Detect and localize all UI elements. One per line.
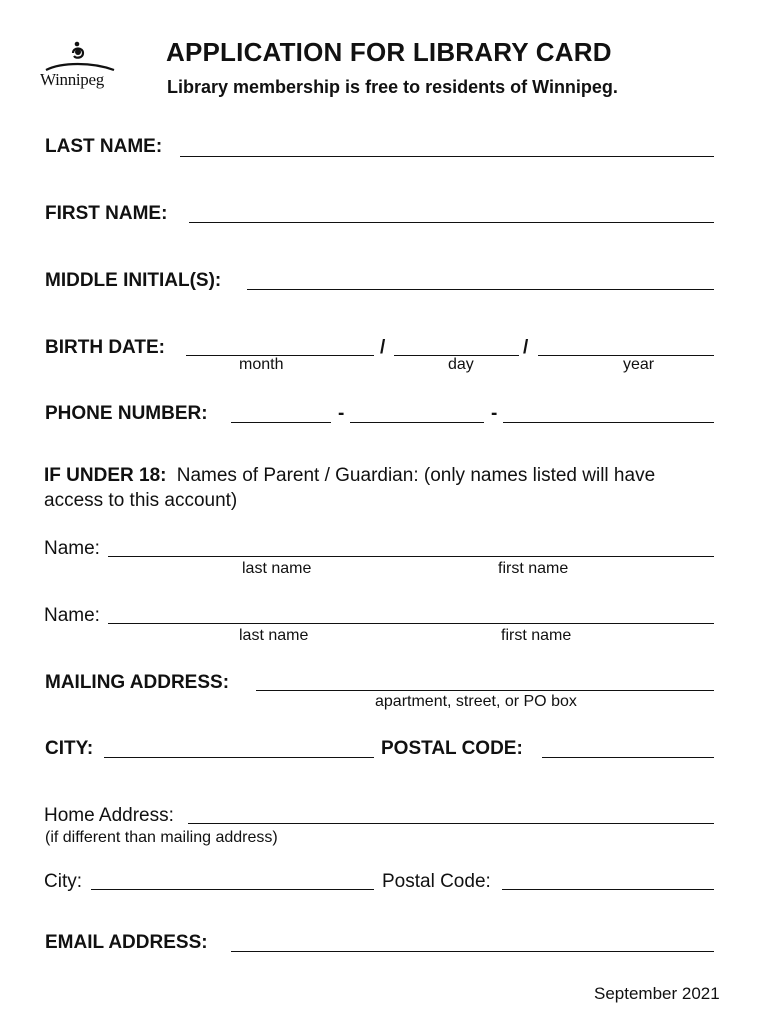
- home-postal-code-field[interactable]: [502, 889, 714, 890]
- phone-area-field[interactable]: [231, 422, 331, 423]
- form-title: APPLICATION FOR LIBRARY CARD: [166, 37, 612, 67]
- home-address-field[interactable]: [188, 823, 714, 824]
- phone-separator: -: [491, 403, 498, 424]
- guardian-last-name-caption: last name: [242, 560, 312, 577]
- form-subtitle: Library membership is free to residents of Winnipeg.: [167, 77, 618, 97]
- birth-day-caption: day: [448, 356, 474, 373]
- birth-year-caption: year: [623, 356, 655, 373]
- first-name-field[interactable]: [189, 222, 714, 223]
- logo-wordmark: Winnipeg: [40, 70, 104, 89]
- home-address-label: Home Address:: [44, 805, 174, 826]
- guardian-name-field-1[interactable]: [108, 556, 714, 557]
- guardian-name-label: Name:: [44, 605, 100, 626]
- email-address-label: EMAIL ADDRESS:: [45, 932, 208, 953]
- date-separator: /: [523, 337, 529, 358]
- guardian-last-name-caption: last name: [239, 627, 309, 644]
- winnipeg-logo-icon: [40, 40, 120, 74]
- guardian-text: Names of Parent / Guardian: (only names listed will have: [176, 465, 656, 486]
- birth-date-label: BIRTH DATE:: [45, 337, 165, 358]
- guardian-name-label: Name:: [44, 538, 100, 559]
- phone-number-label: PHONE NUMBER:: [45, 403, 208, 424]
- form-date: September 2021: [594, 984, 720, 1003]
- postal-code-label: POSTAL CODE:: [381, 738, 523, 759]
- home-city-field[interactable]: [91, 889, 374, 890]
- guardian-instructions: [44, 463, 724, 513]
- phone-line-field[interactable]: [503, 422, 714, 423]
- guardian-name-field-2[interactable]: [108, 623, 714, 624]
- guardian-heading: IF UNDER 18:: [44, 465, 167, 486]
- postal-code-field[interactable]: [542, 757, 714, 758]
- date-separator: /: [380, 337, 386, 358]
- birth-month-caption: month: [239, 356, 284, 373]
- phone-separator: -: [338, 403, 345, 424]
- home-city-label: City:: [44, 871, 82, 892]
- guardian-first-name-caption: first name: [501, 627, 572, 644]
- guardian-first-name-caption: first name: [498, 560, 569, 577]
- last-name-label: LAST NAME:: [45, 136, 163, 157]
- email-address-field[interactable]: [231, 951, 714, 952]
- last-name-field[interactable]: [180, 156, 714, 157]
- city-field[interactable]: [104, 757, 374, 758]
- guardian-text-cont: access to this account): [44, 490, 238, 511]
- city-label: CITY:: [45, 738, 94, 759]
- mailing-address-caption: apartment, street, or PO box: [375, 693, 577, 710]
- winnipeg-logo: [40, 40, 120, 92]
- mailing-address-label: MAILING ADDRESS:: [45, 672, 230, 693]
- first-name-label: FIRST NAME:: [45, 203, 168, 224]
- mailing-address-field[interactable]: [256, 690, 714, 691]
- home-address-note: (if different than mailing address): [45, 829, 278, 846]
- middle-initials-label: MIDDLE INITIAL(S):: [45, 270, 222, 291]
- home-postal-code-label: Postal Code:: [382, 871, 491, 892]
- phone-prefix-field[interactable]: [350, 422, 484, 423]
- middle-initials-field[interactable]: [247, 289, 714, 290]
